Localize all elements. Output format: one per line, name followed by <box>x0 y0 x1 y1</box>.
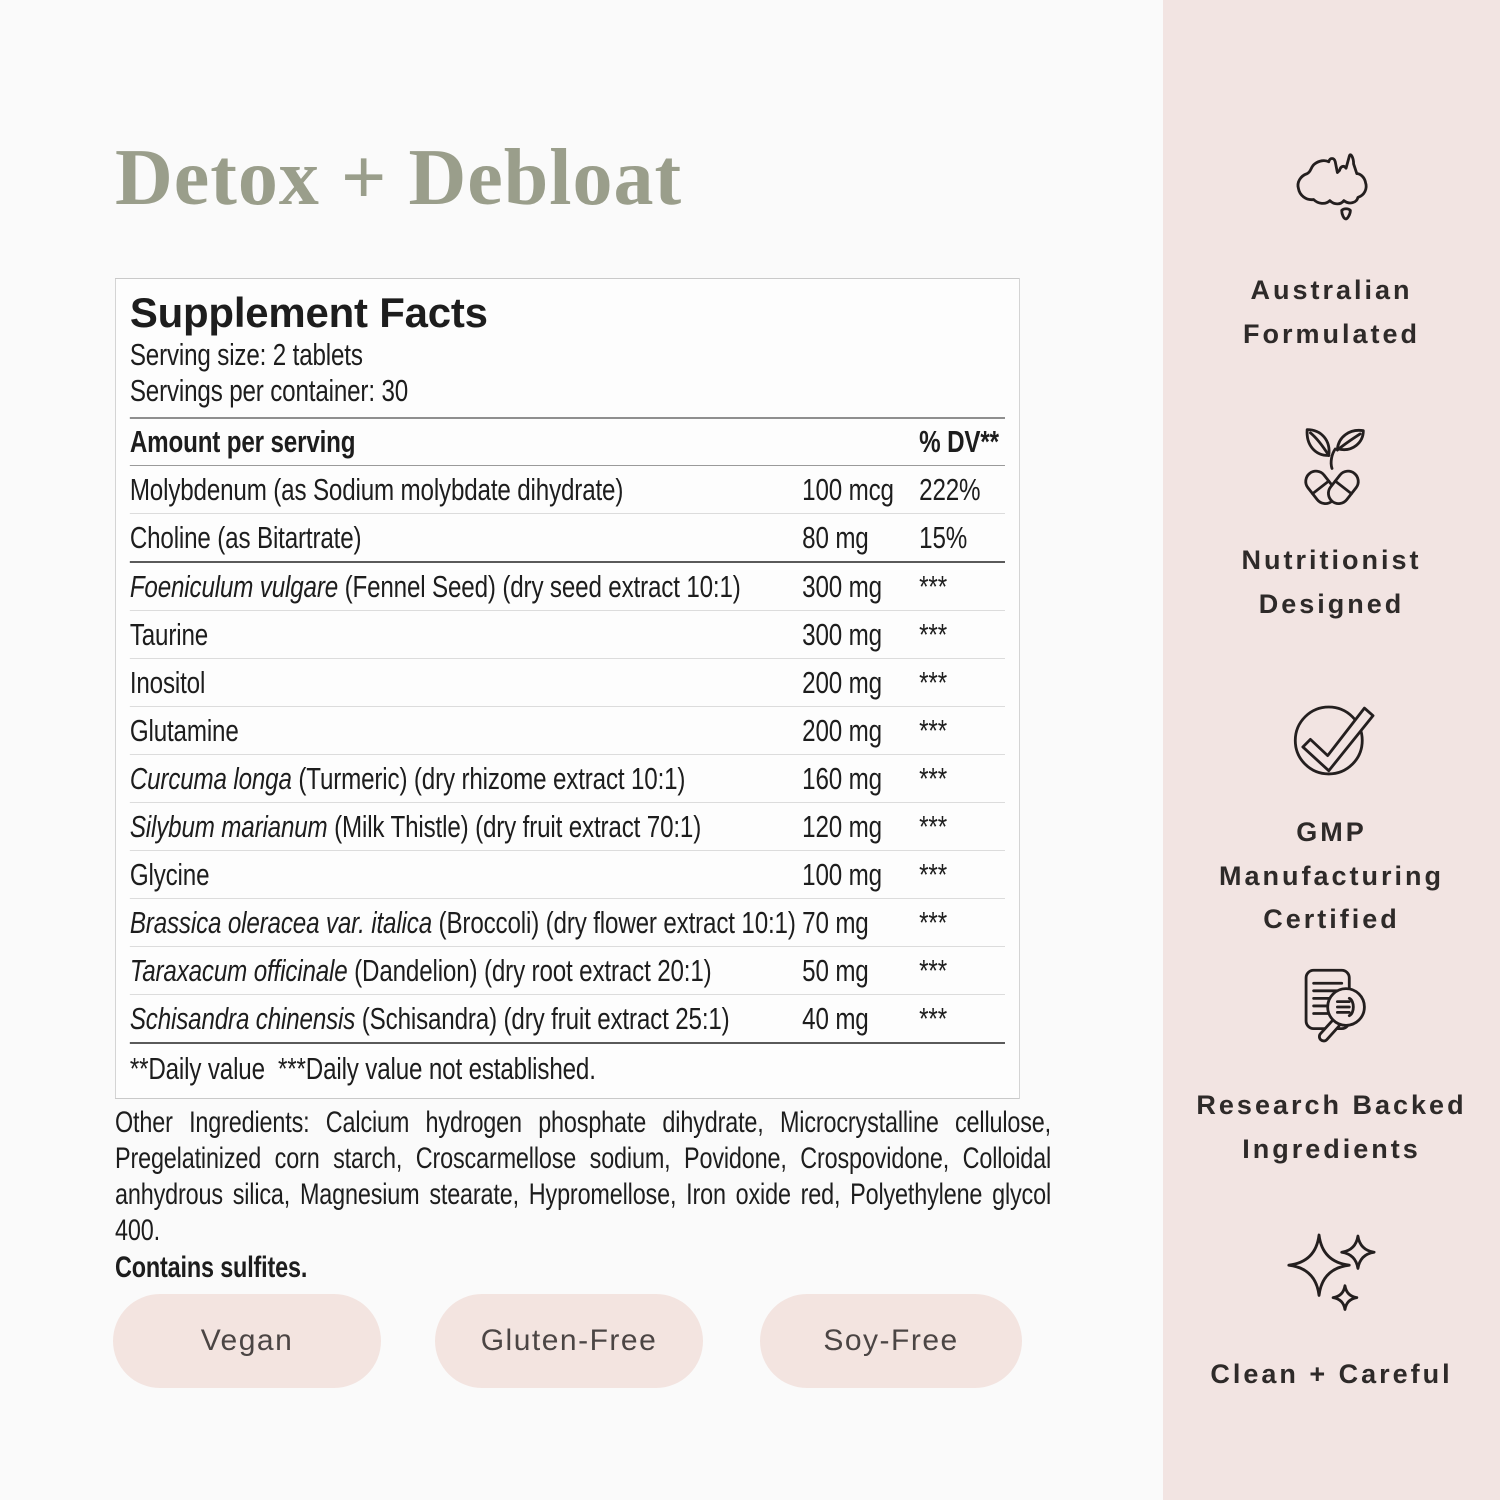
feature-australian-formulated <box>1163 138 1500 356</box>
gluten-free-badge: Gluten-Free <box>435 1294 703 1388</box>
main-content <box>115 134 1055 1286</box>
table-row: Curcuma longa (Turmeric) (dry rhizome extract 10:1) 160 mg *** <box>130 755 1005 803</box>
supplement-facts-title: Supplement Facts <box>129 289 488 336</box>
feature-label: Australian Formulated <box>1242 275 1420 349</box>
amount-cell: 100 mg <box>802 857 882 893</box>
document-magnifier-icon <box>1278 953 1386 1061</box>
table-row: Brassica oleracea var. italica (Broccoli) (dry flower extract 10:1) 70 mg *** <box>130 899 1005 947</box>
dv-cell: *** <box>919 809 947 845</box>
table-row: Schisandra chinensis (Schisandra) (dry fruit extract 25:1) 40 mg *** <box>130 995 1005 1042</box>
amount-cell: 300 mg <box>802 569 882 605</box>
supplement-facts-panel <box>115 278 1020 1099</box>
table-row: Taraxacum officinale (Dandelion) (dry root extract 20:1) 50 mg *** <box>130 947 1005 995</box>
dv-cell: 15% <box>919 520 968 556</box>
amount-per-serving-header: Amount per serving <box>129 424 356 460</box>
dv-cell: *** <box>919 1001 947 1037</box>
serving-size: Serving size: 2 tablets <box>129 337 363 373</box>
check-circle-icon <box>1278 680 1386 788</box>
amount-cell: 300 mg <box>802 617 882 653</box>
feature-gmp-certified <box>1163 680 1500 942</box>
dv-cell: *** <box>919 665 947 701</box>
dv-cell: *** <box>919 713 947 749</box>
dv-cell: *** <box>919 905 947 941</box>
feature-nutritionist-designed <box>1163 408 1500 626</box>
amount-cell: 160 mg <box>802 761 882 797</box>
dv-cell: *** <box>919 569 947 605</box>
soy-free-badge: Soy-Free <box>760 1294 1022 1388</box>
feature-label: Nutritionist Designed <box>1241 545 1422 619</box>
feature-label: Clean + Careful <box>1210 1359 1453 1389</box>
amount-cell: 50 mg <box>802 953 869 989</box>
dv-cell: *** <box>919 761 947 797</box>
amount-cell: 120 mg <box>802 809 882 845</box>
feature-clean-careful <box>1163 1222 1500 1397</box>
facts-table-body <box>130 466 1005 1042</box>
features-sidebar <box>1163 0 1500 1500</box>
amount-cell: 40 mg <box>802 1001 869 1037</box>
table-row: Taurine 300 mg *** <box>130 611 1005 659</box>
leaves-capsules-icon <box>1278 408 1386 516</box>
other-ingredients-text: Other Ingredients: Calcium hydrogen phosphate dihydrate, Microcrystalline cellulose, Pregelatinized corn starch, Croscarmellose sodium, Povidone, Crospovidone, Colloidal anhydrous silica, Magnesium stearate, Hypromellose, Iron oxide red, Polyethylene glycol 400. <box>115 1106 1051 1248</box>
vegan-badge: Vegan <box>113 1294 381 1388</box>
servings-per-container: Servings per container: 30 <box>129 373 409 409</box>
feature-label: GMP Manufacturing Certified <box>1219 817 1444 935</box>
table-row: Inositol 200 mg *** <box>130 659 1005 707</box>
feature-research-backed <box>1163 953 1500 1171</box>
dv-cell: *** <box>919 953 947 989</box>
feature-label: Research Backed Ingredients <box>1196 1090 1467 1164</box>
page-title: Detox + Debloat <box>115 134 683 222</box>
amount-cell: 100 mcg <box>802 472 894 508</box>
percent-dv-header: % DV** <box>919 424 999 460</box>
facts-table-header <box>130 417 1005 466</box>
amount-cell: 70 mg <box>802 905 869 941</box>
table-row: Foeniculum vulgare (Fennel Seed) (dry seed extract 10:1) 300 mg *** <box>130 563 1005 611</box>
australia-map-icon <box>1278 138 1386 246</box>
table-row: Glycine 100 mg *** <box>130 851 1005 899</box>
amount-cell: 200 mg <box>802 665 882 701</box>
table-row: Choline (as Bitartrate) 80 mg 15% <box>130 514 1005 563</box>
other-ingredients <box>115 1105 1051 1286</box>
daily-value-footnote: **Daily value ***Daily value not established. <box>130 1042 1005 1098</box>
dv-cell: 222% <box>919 472 981 508</box>
table-row: Molybdenum (as Sodium molybdate dihydrate) 100 mcg 222% <box>130 466 1005 514</box>
dv-cell: *** <box>919 617 947 653</box>
amount-cell: 80 mg <box>802 520 869 556</box>
contains-sulfites: Contains sulfites. <box>115 1251 308 1285</box>
table-row: Glutamine 200 mg *** <box>130 707 1005 755</box>
sparkles-icon <box>1278 1222 1386 1330</box>
table-row: Silybum marianum (Milk Thistle) (dry fruit extract 70:1) 120 mg *** <box>130 803 1005 851</box>
dv-cell: *** <box>919 857 947 893</box>
amount-cell: 200 mg <box>802 713 882 749</box>
